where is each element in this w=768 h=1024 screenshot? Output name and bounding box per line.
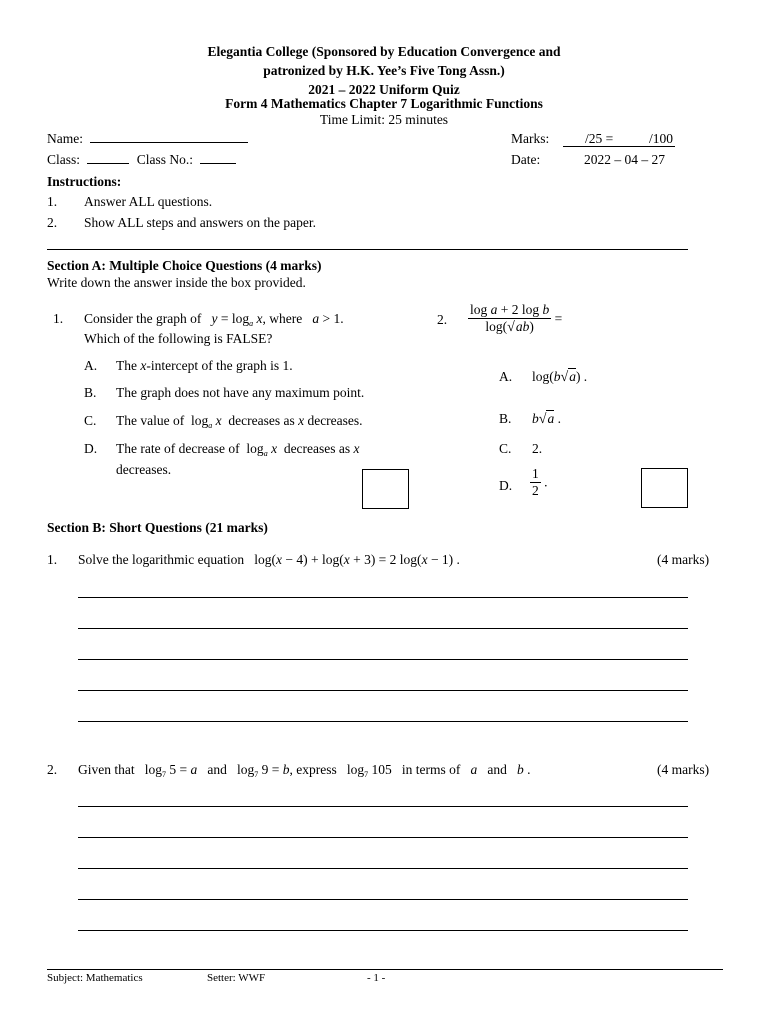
- mc-q2-option-b-label: B.: [499, 411, 512, 426]
- mc-q2-option-a-label: A.: [499, 369, 513, 384]
- mc-q2-option-d-label: D.: [499, 478, 513, 493]
- divider: [47, 249, 688, 250]
- marks-out-of-100: /100: [649, 131, 674, 146]
- answer-line[interactable]: [78, 628, 688, 629]
- mc-q1-stem: Consider the graph of $y = \log_a x$, where a > 1.: [84, 311, 344, 328]
- mc-q2-expression: $\frac{\text{log a + 2 log b}}{\log(√ab)}$ =: [470, 302, 563, 335]
- class-no-label: Class No.:: [136, 152, 194, 167]
- mc-q2-option-d-text: $\frac{1}{2}$ .: [532, 466, 548, 498]
- mc-q2-option-c-text: 2.: [532, 441, 543, 456]
- answer-line[interactable]: [78, 806, 688, 807]
- class-row: [47, 152, 236, 168]
- section-a-subtitle: Write down the answer inside the box provided.: [47, 275, 306, 290]
- time-limit: Time Limit: 25 minutes: [319, 112, 449, 127]
- class-no-blank[interactable]: [200, 163, 236, 164]
- short-q2-marks: (4 marks): [657, 762, 710, 777]
- mc-q1-stem-line2: Which of the following is FALSE?: [84, 331, 273, 346]
- mc-q1-option-a-label: A.: [84, 358, 98, 373]
- mc-q1-option-d-text: The rate of decrease of $\log_a x$ decreases as x: [116, 441, 360, 458]
- answer-line[interactable]: [78, 597, 688, 598]
- mc-q2-number: 2.: [437, 312, 448, 327]
- mc-q1-option-c-label: C.: [84, 413, 97, 428]
- mc-q2-option-b-text: b√a .: [532, 411, 561, 427]
- mc-q2-answer-box[interactable]: [641, 468, 688, 508]
- answer-line[interactable]: [78, 690, 688, 691]
- instruction-text-1: Answer ALL questions.: [84, 194, 213, 209]
- mc-q1-option-b-text: The graph does not have any maximum point.: [116, 385, 365, 400]
- instruction-text-2: Show ALL steps and answers on the paper.: [84, 215, 316, 230]
- date-label: Date:: [511, 152, 541, 167]
- answer-line[interactable]: [78, 868, 688, 869]
- short-q2-text: Given that $\log_7 5 = a$ and $\log_7 9 = b$, express $\log_7 105$ in terms of a and b .: [78, 762, 531, 779]
- mc-q1-answer-box[interactable]: [362, 469, 409, 509]
- mc-q2-option-a-text: log(b√a) .: [532, 369, 588, 385]
- mc-q1-option-d-label: D.: [84, 441, 98, 456]
- answer-line[interactable]: [78, 721, 688, 722]
- class-label: Class:: [47, 152, 81, 167]
- name-row: [47, 131, 248, 147]
- instructions-title: Instructions:: [47, 174, 122, 189]
- chapter-title: Form 4 Mathematics Chapter 7 Logarithmic Functions: [225, 96, 543, 111]
- mc-q1-option-d-line2: decreases.: [116, 462, 172, 477]
- marks-blank[interactable]: [563, 131, 675, 147]
- marks-label: Marks:: [511, 131, 550, 146]
- section-a-title: Section A: Multiple Choice Questions (4 marks): [47, 258, 322, 273]
- mc-q1-option-a-text: The x-intercept of the graph is 1.: [116, 358, 293, 373]
- footer-setter: Setter: WWF: [207, 972, 266, 984]
- mc-q2-option-c-label: C.: [499, 441, 512, 456]
- date-value: 2022 – 04 – 27: [584, 152, 665, 167]
- answer-line[interactable]: [78, 899, 688, 900]
- answer-line[interactable]: [78, 837, 688, 838]
- instruction-num-1: 1.: [47, 194, 58, 209]
- marks-field: [563, 131, 675, 151]
- quiz-title: 2021 – 2022 Uniform Quiz: [308, 82, 460, 97]
- mc-q1-option-c-text: The value of $\log_a x$ decreases as x decreases.: [116, 413, 363, 430]
- short-q1-number: 1.: [47, 552, 58, 567]
- name-label: Name:: [47, 131, 83, 146]
- instruction-num-2: 2.: [47, 215, 58, 230]
- short-q2-number: 2.: [47, 762, 58, 777]
- marks-out-of-25: /25 =: [585, 131, 614, 146]
- short-q1-marks: (4 marks): [657, 552, 710, 567]
- school-name-line2: patronized by H.K. Yee’s Five Tong Assn.): [263, 63, 505, 78]
- answer-line[interactable]: [78, 930, 688, 931]
- footer-subject: Subject: Mathematics: [47, 972, 143, 984]
- answer-line[interactable]: [78, 659, 688, 660]
- footer-divider: [47, 969, 723, 970]
- school-name-line1: Elegantia College (Sponsored by Education Convergence and: [207, 44, 561, 59]
- footer-page-number: - 1 -: [367, 972, 386, 984]
- mc-q1-option-b-label: B.: [84, 385, 97, 400]
- mc-q1-number: 1.: [53, 311, 64, 326]
- short-q1-text: Solve the logarithmic equation log(x − 4) + log(x + 3) = 2 log(x − 1) .: [78, 552, 460, 567]
- class-blank[interactable]: [87, 163, 129, 164]
- section-b-title: Section B: Short Questions (21 marks): [47, 520, 268, 535]
- name-blank[interactable]: [90, 142, 248, 143]
